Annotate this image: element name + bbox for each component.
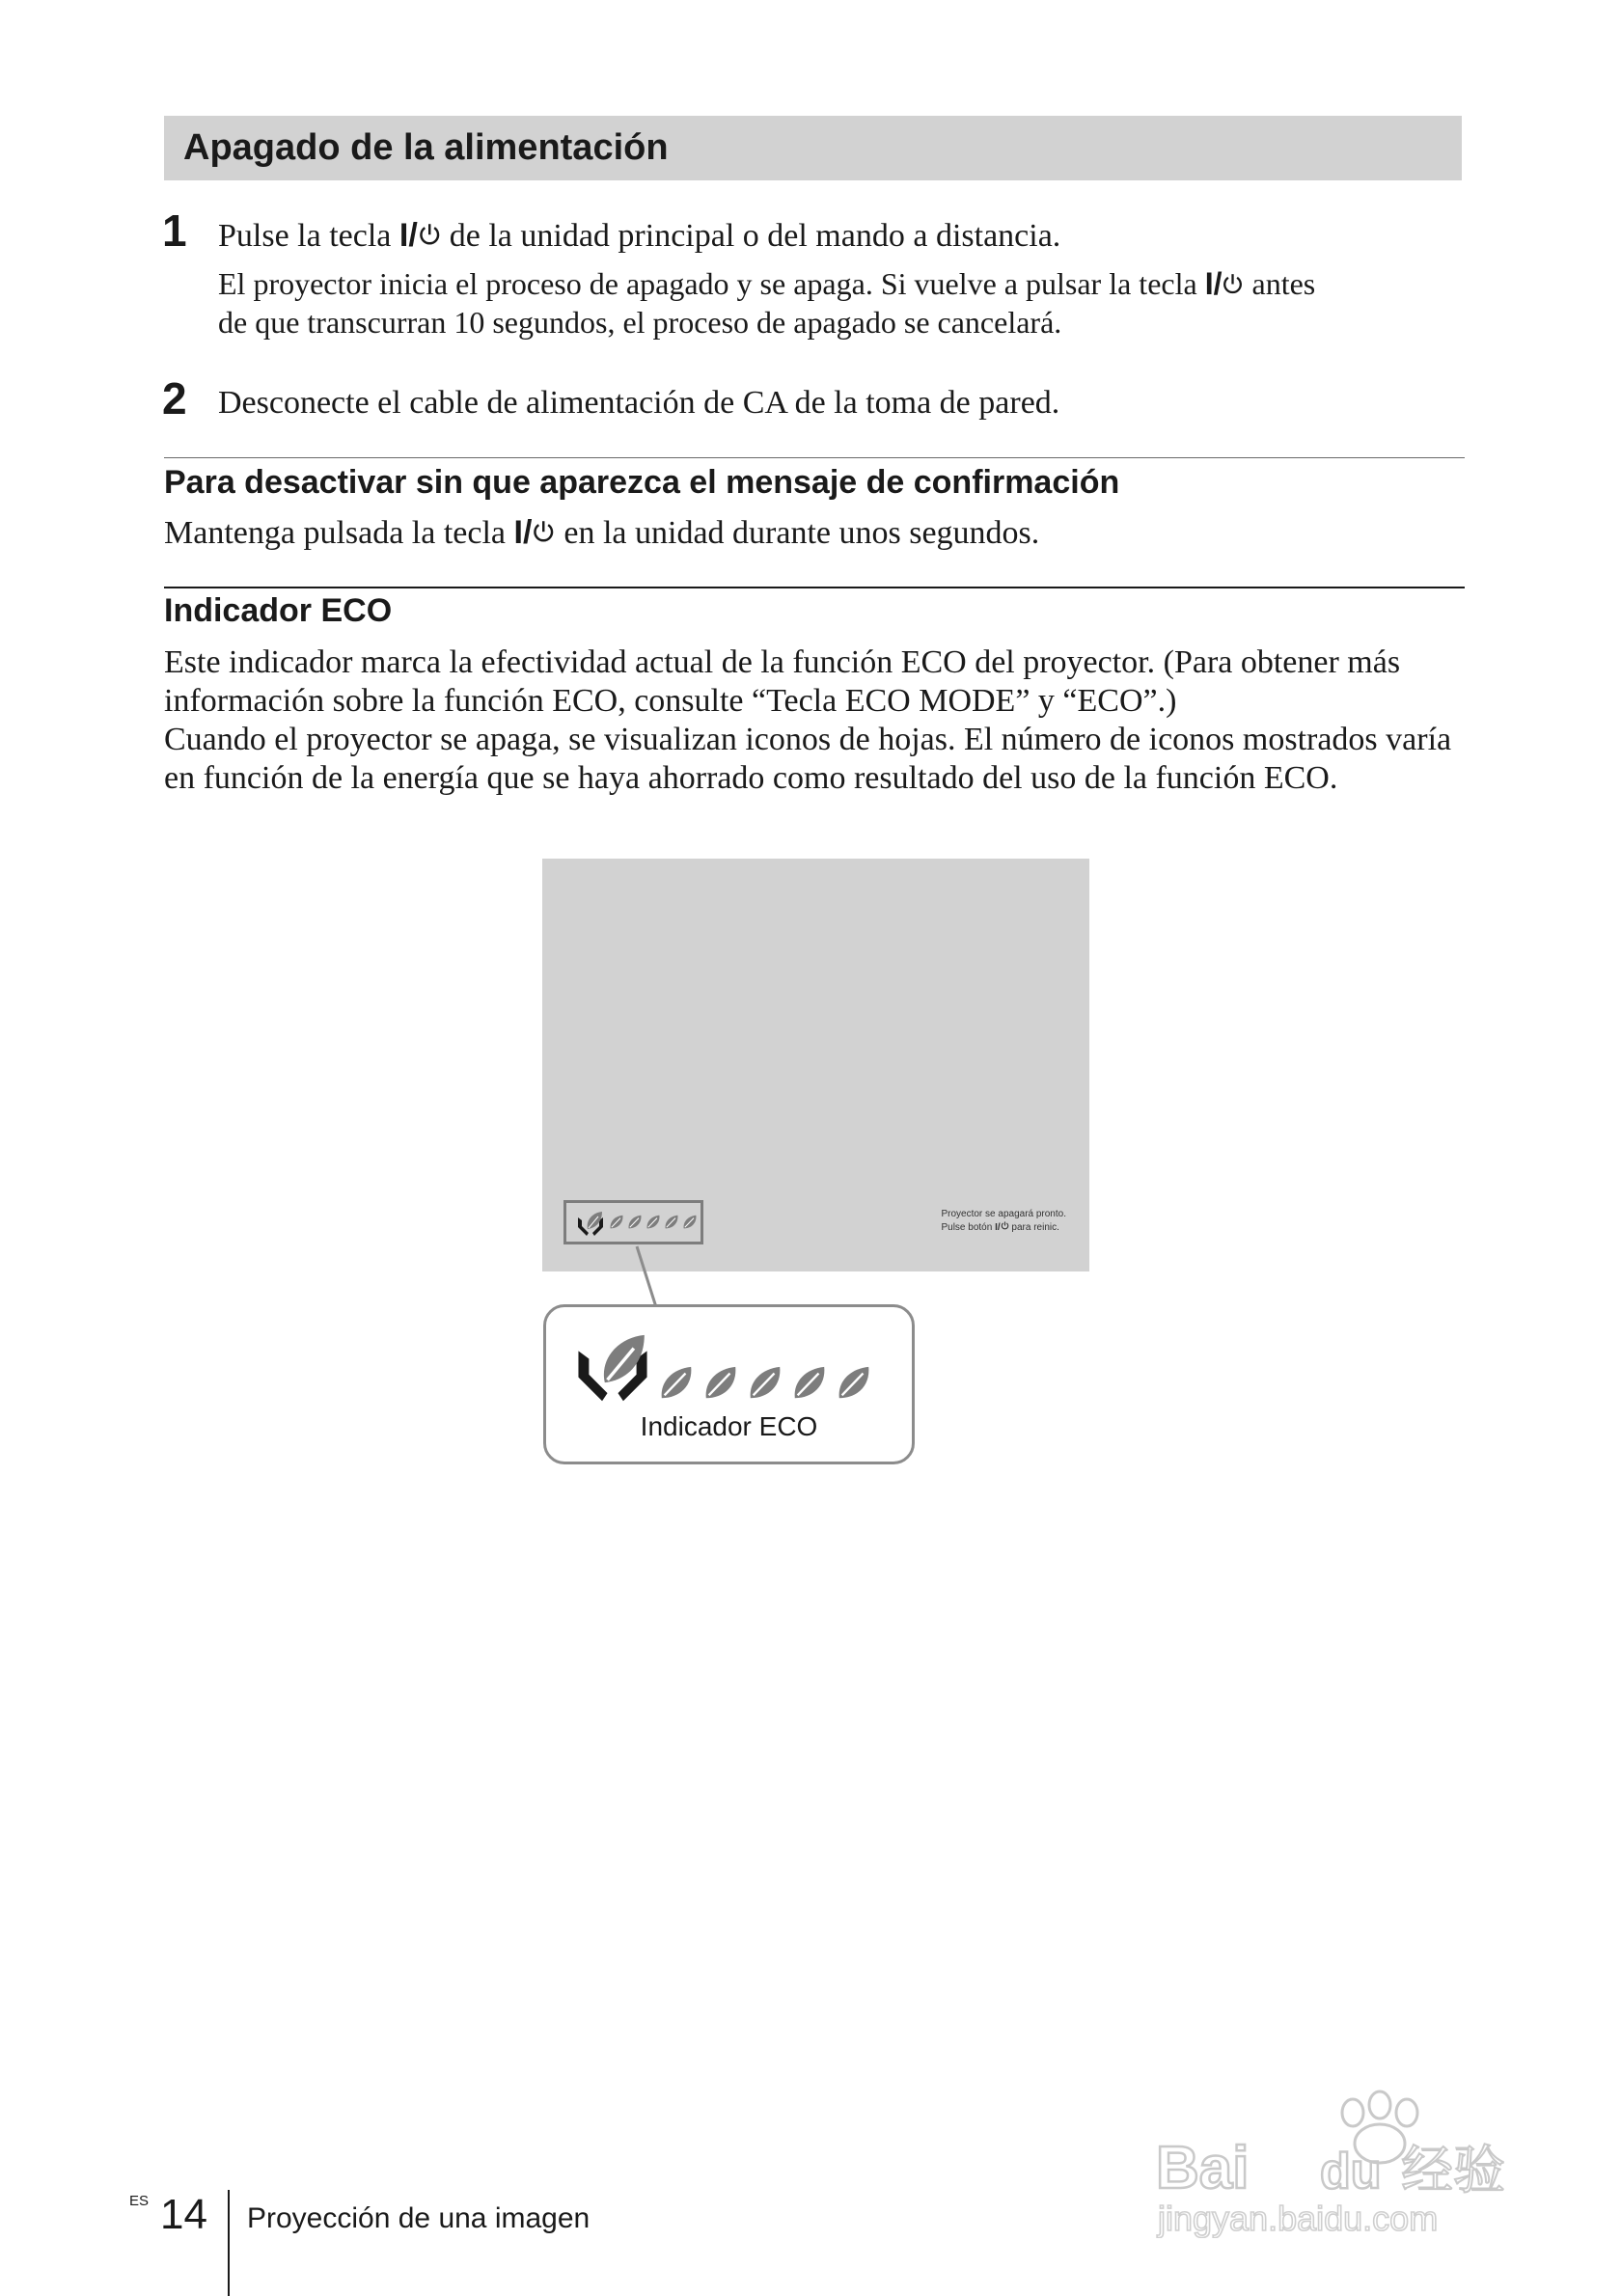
shutdown-message-line1: Proyector se apagará pronto.	[941, 1209, 1066, 1219]
eco-indicator-small	[563, 1200, 703, 1244]
step-1-text-b: de la unidad principal o del mando a distancia.	[441, 218, 1061, 254]
svg-text:Bai: Bai	[1156, 2135, 1250, 2201]
svg-text:jingyan.baidu.com: jingyan.baidu.com	[1158, 2199, 1439, 2238]
shutdown-message-a: Pulse botón	[941, 1222, 996, 1233]
eco-indicator-enlarged	[573, 1325, 872, 1404]
eco-paragraph-1: Este indicador marca la efectividad actual de la función ECO del proyector. (Para obtener más información sobre la función ECO, consulte “Tecla ECO MODE” y “ECO”.)	[164, 644, 1401, 719]
eco-paragraph-2: Cuando el proyector se apaga, se visualizan iconos de hojas. El número de iconos mostrados varía en función de la energía que se haya ahorrado como resultado del uso de la función ECO.	[164, 722, 1452, 796]
eco-hands-icon	[573, 1325, 652, 1404]
power-icon	[1222, 273, 1244, 295]
shutdown-message	[941, 1208, 1066, 1235]
footer-page-number: 14	[160, 2191, 207, 2238]
eco-leaf-icon	[791, 1365, 828, 1402]
power-icon	[418, 223, 441, 246]
eco-leaf-icon	[836, 1365, 872, 1402]
power-icon	[1001, 1221, 1009, 1230]
step-1-detail-line2: de que transcurran 10 segundos, el proceso de apagado se cancelará.	[218, 305, 1062, 340]
eco-leaf-icon	[747, 1365, 783, 1402]
svg-text:du: du	[1320, 2144, 1382, 2200]
eco-hands-icon	[576, 1208, 605, 1237]
step-1-number: 1	[162, 205, 187, 256]
eco-leaf-icon	[609, 1215, 624, 1230]
section-divider	[164, 457, 1465, 458]
power-icon	[532, 520, 555, 543]
step-2-instruction: Desconecte el cable de alimentación de CA de la toma de pared.	[218, 385, 1060, 421]
svg-text:经验: 经验	[1401, 2140, 1505, 2200]
step-1-detail-line1	[218, 264, 1315, 303]
power-key-label: I/	[1204, 266, 1223, 301]
step-2-number: 2	[162, 373, 187, 424]
eco-leaf-icon	[702, 1365, 739, 1402]
projector-screen-illustration	[542, 859, 1089, 1271]
footer-section-title: Proyección de una imagen	[247, 2202, 591, 2234]
eco-leaf-icon	[682, 1215, 698, 1230]
power-key-label: I/	[398, 217, 418, 254]
eco-leaf-row-large	[658, 1365, 872, 1404]
power-key-label: I/	[995, 1222, 1001, 1233]
eco-leaf-icon	[646, 1215, 661, 1230]
eco-leaf-icon	[627, 1215, 643, 1230]
step-1-detail-a: El proyector inicia el proceso de apagado y se apaga. Si vuelve a pulsar la tecla	[218, 266, 1205, 301]
step-1-text-a: Pulse la tecla	[218, 218, 399, 254]
callout-label: Indicador ECO	[640, 1411, 818, 1441]
eco-leaf-icon	[664, 1215, 679, 1230]
eco-leaf-icon	[658, 1365, 695, 1402]
power-key-label: I/	[513, 514, 533, 551]
eco-indicator-callout	[543, 1304, 915, 1464]
no-confirm-text-a: Mantenga pulsada la tecla	[164, 515, 514, 551]
footer-divider	[228, 2190, 230, 2296]
section-title: Apagado de la alimentación	[164, 116, 1462, 180]
shutdown-message-line2	[941, 1221, 1066, 1235]
watermark-logo	[1148, 2074, 1553, 2238]
section-divider	[164, 587, 1465, 588]
eco-leaf-row-small	[609, 1215, 698, 1230]
eco-heading: Indicador ECO	[164, 592, 393, 629]
footer-language: ES	[129, 2193, 150, 2209]
step-1-instruction	[218, 216, 1060, 256]
step-1-detail-b: antes	[1244, 266, 1316, 301]
no-confirm-text	[164, 513, 1476, 553]
no-confirm-heading: Para desactivar sin que aparezca el mensaje de confirmación	[164, 464, 1120, 501]
no-confirm-text-b: en la unidad durante unos segundos.	[555, 515, 1040, 551]
shutdown-message-b: para reinic.	[1008, 1222, 1059, 1233]
